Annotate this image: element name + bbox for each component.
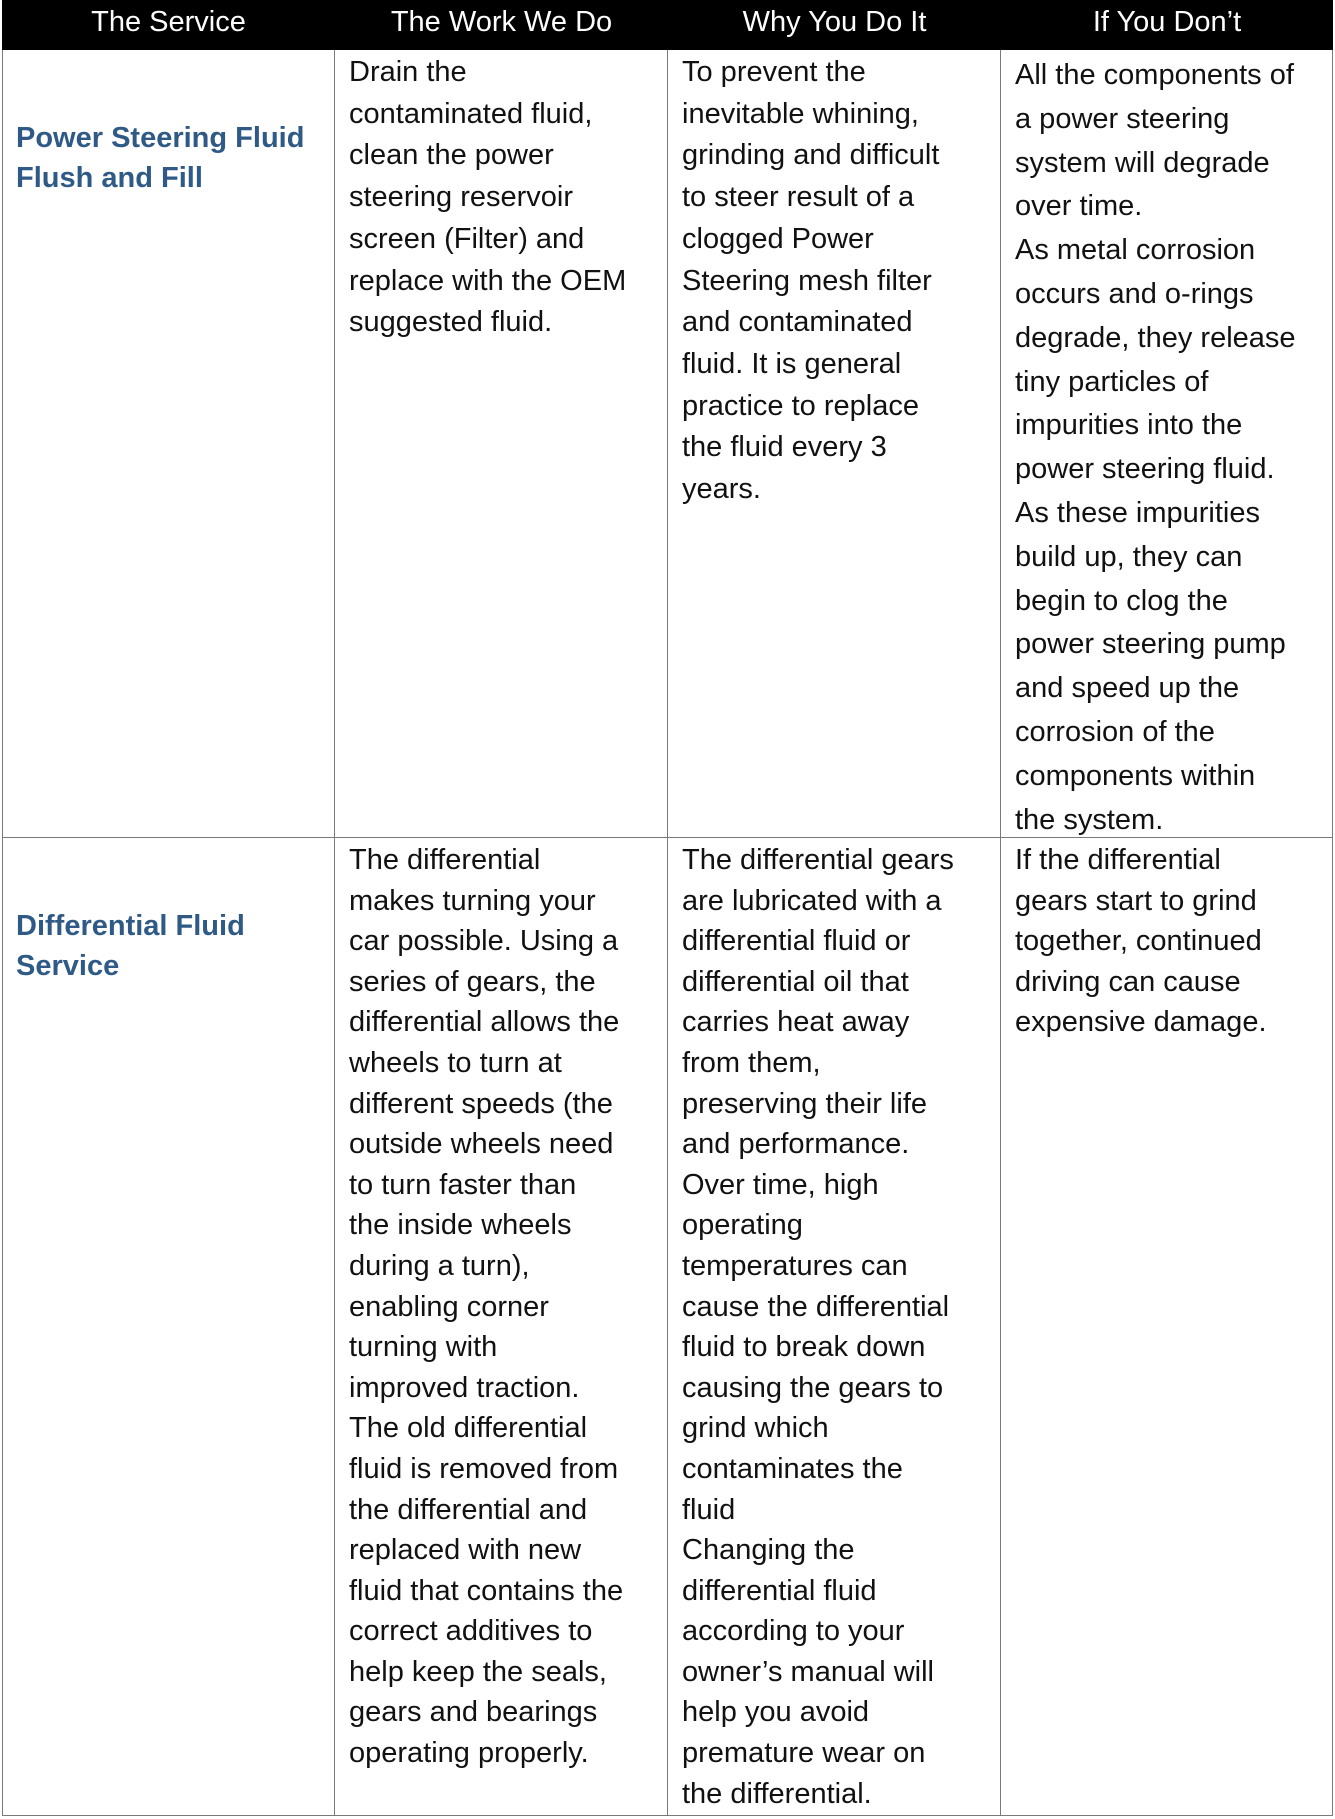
cell-text-line: screen (Filter) and <box>349 222 585 255</box>
why-cell <box>668 52 1000 511</box>
cell-text-line: build up, they can <box>1015 540 1243 573</box>
cell-text-line: steering reservoir <box>349 181 574 214</box>
cell-text-line: the fluid every 3 <box>682 431 887 464</box>
service-name <box>2 906 334 986</box>
cell-text-line: differential oil that <box>682 965 909 998</box>
cell-text-line: Changing the <box>682 1534 855 1567</box>
cell-text-line: impurities into the <box>1015 409 1243 442</box>
cell-text-line: preserving their life <box>682 1087 927 1120</box>
cell-text-line: according to your <box>682 1615 905 1648</box>
cell-text-line: corrosion of the <box>1015 715 1215 748</box>
cell-text-line: to steer result of a <box>682 181 915 214</box>
cell-text-line: grinding and difficult <box>682 139 940 172</box>
cell-text-line: temperatures can <box>682 1249 908 1282</box>
cell-text-line: wheels to turn at <box>349 1046 562 1079</box>
cell-text-line: As metal corrosion <box>1015 234 1256 267</box>
cell-text-line: Over time, high <box>682 1168 879 1201</box>
cell-text-line: outside wheels need <box>349 1128 614 1161</box>
cell-text-line: cause the differential <box>682 1290 950 1323</box>
cell-text-line: Power Steering Fluid <box>16 122 305 154</box>
cell-text-line: inevitable whining, <box>682 97 919 130</box>
cell-text-line: different speeds (the <box>349 1087 613 1120</box>
header-service: The Service <box>91 6 246 38</box>
cell-text-line: grind which <box>682 1412 829 1445</box>
cell-text-line: The old differential <box>349 1412 588 1445</box>
cell-text-line: years. <box>682 473 761 506</box>
cell-text-line: gears and bearings <box>349 1696 598 1729</box>
why-cell <box>668 840 1000 1814</box>
cell-text-line: components within <box>1015 759 1256 792</box>
cell-text-line: fluid is removed from <box>349 1452 619 1485</box>
cell-text-line: fluid that contains the <box>349 1574 624 1607</box>
cell-text-line: Service <box>16 950 120 982</box>
cell-text-line: differential fluid or <box>682 925 911 958</box>
cell-text-line: the differential and <box>349 1493 588 1526</box>
cell-text-line: enabling corner <box>349 1290 549 1323</box>
cell-text-line: and speed up the <box>1015 672 1240 705</box>
cell-text-line: clogged Power <box>682 222 874 255</box>
cell-text-line: power steering pump <box>1015 628 1286 661</box>
cell-text-line: over time. <box>1015 190 1143 223</box>
cell-text-line: If the differential <box>1015 844 1221 876</box>
cell-text-line: Steering mesh filter <box>682 264 932 297</box>
cell-text-line: a power steering <box>1015 102 1230 135</box>
cell-text-line: Drain the <box>349 56 467 88</box>
cell-text-line: car possible. Using a <box>349 925 619 958</box>
cell-text-line: makes turning your <box>349 884 596 917</box>
cell-text-line: to turn faster than <box>349 1168 577 1201</box>
cell-text-line: correct additives to <box>349 1615 593 1648</box>
cell-text-line: suggested fluid. <box>349 306 553 339</box>
cell-text-line: replace with the OEM <box>349 264 627 297</box>
cell-text-line: power steering fluid. <box>1015 453 1275 486</box>
cell-text-line: the differential. <box>682 1777 872 1810</box>
cell-text-line: differential fluid <box>682 1574 877 1607</box>
cell-text-line: fluid. It is general <box>682 347 902 380</box>
cell-text-line: from them, <box>682 1046 821 1079</box>
table-bottom-border <box>2 1815 1333 1816</box>
cell-text-line: system will degrade <box>1015 146 1270 179</box>
cell-text-line: driving can cause <box>1015 965 1241 998</box>
cell-text-line: gears start to grind <box>1015 884 1257 917</box>
cell-text-line: help keep the seals, <box>349 1655 607 1688</box>
cell-text-line: during a turn), <box>349 1249 530 1282</box>
if-not-cell <box>1001 54 1333 842</box>
cell-text-line: operating properly. <box>349 1737 589 1770</box>
cell-text-line: begin to clog the <box>1015 584 1228 617</box>
cell-text-line: To prevent the <box>682 56 866 88</box>
if-not-cell <box>1001 840 1333 1043</box>
header-why: Why You Do It <box>742 6 927 38</box>
cell-text-line: contaminates the <box>682 1452 903 1485</box>
header-if-not: If You Don’t <box>1092 6 1242 38</box>
cell-text-line: Differential Fluid <box>16 910 245 942</box>
cell-text-line: and contaminated <box>682 306 913 339</box>
cell-text-line: occurs and o-rings <box>1015 277 1254 310</box>
cell-text-line: the inside wheels <box>349 1209 572 1242</box>
cell-text-line: owner’s manual will <box>682 1655 934 1688</box>
cell-text-line: expensive damage. <box>1015 1006 1267 1039</box>
cell-text-line: clean the power <box>349 139 554 172</box>
cell-text-line: turning with <box>349 1331 498 1364</box>
cell-text-line: Flush and Fill <box>16 162 203 194</box>
cell-text-line: As these impurities <box>1015 496 1260 529</box>
cell-text-line: improved traction. <box>349 1371 580 1404</box>
cell-text-line: The differential gears <box>682 844 954 876</box>
cell-text-line: together, continued <box>1015 925 1262 958</box>
cell-text-line: carries heat away <box>682 1006 910 1039</box>
cell-text-line: The differential <box>349 844 541 876</box>
cell-text-line: are lubricated with a <box>682 884 942 917</box>
cell-text-line: the system. <box>1015 803 1164 836</box>
table-header-row <box>2 0 1333 50</box>
cell-text-line: differential allows the <box>349 1006 620 1039</box>
cell-text-line: replaced with new <box>349 1534 582 1567</box>
header-work: The Work We Do <box>390 6 613 38</box>
work-cell <box>335 52 667 344</box>
cell-text-line: tiny particles of <box>1015 365 1209 398</box>
cell-text-line: contaminated fluid, <box>349 97 593 130</box>
cell-text-line: premature wear on <box>682 1737 926 1770</box>
cell-text-line: degrade, they release <box>1015 321 1296 354</box>
cell-text-line: help you avoid <box>682 1696 870 1729</box>
cell-text-line: operating <box>682 1209 803 1242</box>
cell-text-line: series of gears, the <box>349 965 596 998</box>
cell-text-line: practice to replace <box>682 389 919 422</box>
cell-text-line: fluid <box>682 1493 736 1526</box>
cell-text-line: and performance. <box>682 1128 910 1161</box>
service-name <box>2 118 334 198</box>
cell-text-line: All the components of <box>1015 59 1294 91</box>
cell-text-line: fluid to break down <box>682 1331 926 1364</box>
work-cell <box>335 840 667 1774</box>
cell-text-line: causing the gears to <box>682 1371 944 1404</box>
